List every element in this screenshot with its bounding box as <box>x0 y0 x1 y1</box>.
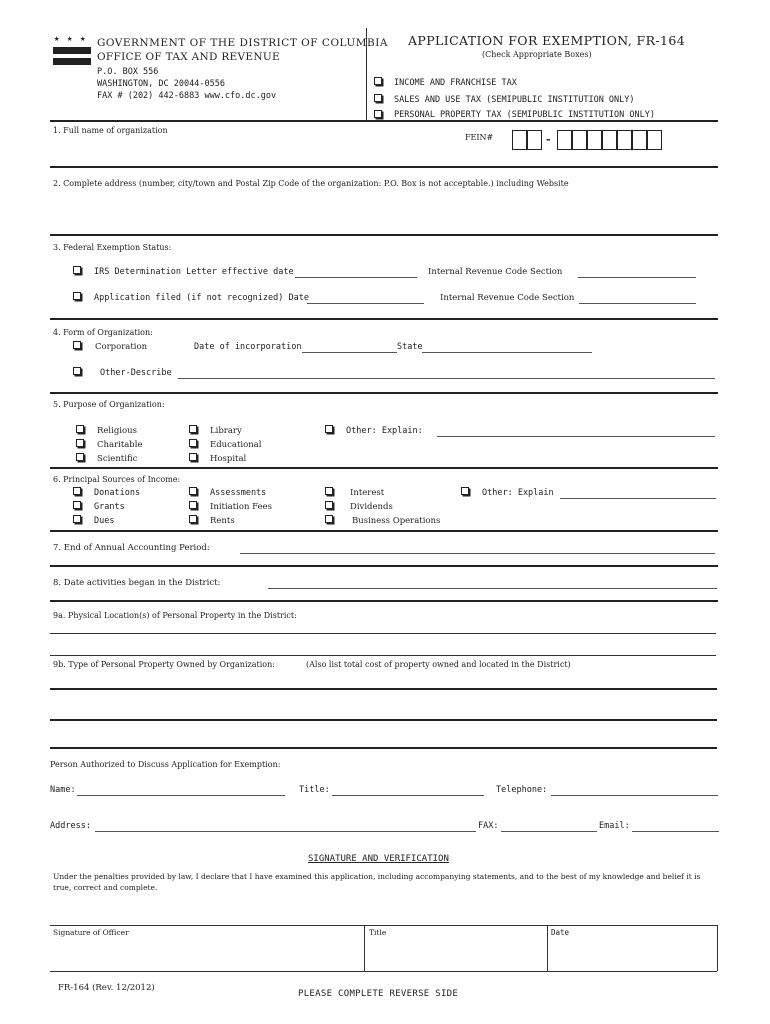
charitable-label: Charitable <box>97 440 143 450</box>
contact-title-field[interactable] <box>332 795 484 796</box>
corporation-checkbox[interactable] <box>73 341 81 349</box>
state-label: State <box>397 342 423 352</box>
q3-label: 3. Federal Exemption Status: <box>53 243 172 252</box>
application-filed-label: Application filed (if not recognized) Date <box>94 293 309 303</box>
form-subtitle: (Check Appropriate Boxes) <box>482 50 592 59</box>
form-revision: FR-164 (Rev. 12/2012) <box>58 983 155 993</box>
signature-title-field[interactable] <box>369 942 542 968</box>
contact-heading: Person Authorized to Discuss Application for Exemption: <box>50 760 281 769</box>
q9a-line-2[interactable] <box>50 655 716 656</box>
income-other-field[interactable] <box>560 498 716 499</box>
signature-officer-label: Signature of Officer <box>53 928 129 937</box>
reverse-side-note: PLEASE COMPLETE REVERSE SIDE <box>298 989 459 999</box>
contact-telephone-label: Telephone: <box>496 785 548 795</box>
charitable-checkbox[interactable] <box>76 439 84 447</box>
purpose-other-label: Other: Explain: <box>346 426 423 436</box>
accounting-period-field[interactable] <box>240 553 715 554</box>
income-other-label: Other: Explain <box>482 488 554 498</box>
fein-label: FEIN# <box>465 133 494 142</box>
q9b-label: 9b. Type of Personal Property Owned by Organization: <box>53 660 275 669</box>
personal-property-label: PERSONAL PROPERTY TAX (SEMIPUBLIC INSTITUTION ONLY) <box>394 110 655 120</box>
contact-name-field[interactable] <box>77 795 285 796</box>
date-incorporation-label: Date of incorporation <box>194 342 302 352</box>
q7-label: 7. End of Annual Accounting Period: <box>53 543 210 553</box>
corporation-label: Corporation <box>95 342 148 352</box>
q9b-note: (Also list total cost of property owned and located in the District) <box>306 660 571 669</box>
interest-checkbox[interactable] <box>325 487 333 495</box>
declaration-line1: Under the penalties provided by law, I declare that I have examined this application, including accompanying statements, and to the best of my knowledge and belief it is <box>53 872 701 881</box>
irs-letter-checkbox[interactable] <box>73 266 81 274</box>
rents-checkbox[interactable] <box>189 515 197 523</box>
hospital-checkbox[interactable] <box>189 453 197 461</box>
q9b-line-3[interactable] <box>50 747 717 749</box>
irc-section-field-1[interactable] <box>578 277 696 278</box>
educational-checkbox[interactable] <box>189 439 197 447</box>
agency-line1: GOVERNMENT OF THE DISTRICT OF COLUMBIA <box>97 37 389 49</box>
form-title: APPLICATION FOR EXEMPTION, FR-164 <box>408 33 686 48</box>
application-filed-date-field[interactable] <box>307 303 424 304</box>
q2-label: 2. Complete address (number, city/town and Postal Zip Code of the organization: P.O. Box is not acceptable.) including Website <box>53 179 569 188</box>
state-field[interactable] <box>422 352 592 353</box>
assessments-checkbox[interactable] <box>189 487 197 495</box>
irc-section-label-2: Internal Revenue Code Section <box>440 293 575 303</box>
dues-checkbox[interactable] <box>73 515 81 523</box>
dues-label: Dues <box>94 516 115 526</box>
contact-email-field[interactable] <box>632 831 719 832</box>
q9a-line-1[interactable] <box>50 633 716 634</box>
other-describe-checkbox[interactable] <box>73 367 81 375</box>
initiation-fees-checkbox[interactable] <box>189 501 197 509</box>
income-franchise-label: INCOME AND FRANCHISE TAX <box>394 78 517 88</box>
dividends-label: Dividends <box>350 502 393 512</box>
q4-label: 4. Form of Organization: <box>53 328 153 337</box>
income-franchise-checkbox[interactable] <box>374 77 382 85</box>
signature-title-label: Title <box>369 928 387 937</box>
grants-label: Grants <box>94 502 125 512</box>
business-operations-checkbox[interactable] <box>325 515 333 523</box>
sales-use-checkbox[interactable] <box>374 94 382 102</box>
date-incorporation-field[interactable] <box>302 352 397 353</box>
agency-line2: OFFICE OF TAX AND REVENUE <box>97 51 280 63</box>
business-operations-label: Business Operations <box>352 516 441 526</box>
educational-label: Educational <box>210 440 262 450</box>
library-label: Library <box>210 426 242 436</box>
contact-fax-label: FAX: <box>478 821 499 831</box>
purpose-other-field[interactable] <box>437 436 715 437</box>
scientific-checkbox[interactable] <box>76 453 84 461</box>
irc-section-label-1: Internal Revenue Code Section <box>428 267 563 277</box>
q6-label: 6. Principal Sources of Income: <box>53 475 181 484</box>
donations-label: Donations <box>94 488 141 498</box>
q9a-label: 9a. Physical Location(s) of Personal Property in the District: <box>53 611 297 620</box>
contact-telephone-field[interactable] <box>551 795 718 796</box>
agency-address2: WASHINGTON, DC 20044-0556 <box>97 79 225 89</box>
contact-address-label: Address: <box>50 821 91 831</box>
income-other-checkbox[interactable] <box>461 487 469 495</box>
q8-label: 8. Date activities began in the District: <box>53 578 221 588</box>
agency-address1: P.O. BOX 556 <box>97 67 159 77</box>
signature-officer-field[interactable] <box>53 942 358 968</box>
personal-property-checkbox[interactable] <box>374 110 382 118</box>
donations-checkbox[interactable] <box>73 487 81 495</box>
application-filed-checkbox[interactable] <box>73 292 81 300</box>
religious-label: Religious <box>97 426 137 436</box>
signature-date-field[interactable] <box>551 942 712 968</box>
scientific-label: Scientific <box>97 454 138 464</box>
grants-checkbox[interactable] <box>73 501 81 509</box>
contact-fax-field[interactable] <box>501 831 597 832</box>
purpose-other-checkbox[interactable] <box>325 425 333 433</box>
assessments-label: Assessments <box>210 488 267 498</box>
irc-section-field-2[interactable] <box>579 303 696 304</box>
hospital-label: Hospital <box>210 454 247 464</box>
library-checkbox[interactable] <box>189 425 197 433</box>
dividends-checkbox[interactable] <box>325 501 333 509</box>
sales-use-label: SALES AND USE TAX (SEMIPUBLIC INSTITUTION ONLY) <box>394 95 635 105</box>
signature-date-label: Date <box>551 928 570 937</box>
contact-title-label: Title: <box>299 785 330 795</box>
contact-name-label: Name: <box>50 785 76 795</box>
irs-letter-date-field[interactable] <box>295 277 417 278</box>
initiation-fees-label: Initiation Fees <box>210 502 273 512</box>
agency-fax-web: FAX # (202) 442-6883 www.cfo.dc.gov <box>97 91 277 101</box>
contact-email-label: Email: <box>599 821 630 831</box>
rents-label: Rents <box>210 516 235 526</box>
q9b-line-2[interactable] <box>50 719 717 721</box>
irs-letter-label: IRS Determination Letter effective date <box>94 267 294 277</box>
declaration-line2: true, correct and complete. <box>53 883 158 892</box>
q5-label: 5. Purpose of Organization: <box>53 400 165 409</box>
signature-heading: SIGNATURE AND VERIFICATION <box>308 854 449 864</box>
date-activities-field[interactable] <box>268 588 717 589</box>
religious-checkbox[interactable] <box>76 425 84 433</box>
q9b-line-1[interactable] <box>50 688 717 690</box>
other-describe-field[interactable] <box>178 378 715 379</box>
q1-label: 1. Full name of organization <box>53 126 168 135</box>
interest-label: Interest <box>350 488 385 498</box>
other-describe-label: Other-Describe <box>100 368 172 378</box>
contact-address-field[interactable] <box>95 831 476 832</box>
